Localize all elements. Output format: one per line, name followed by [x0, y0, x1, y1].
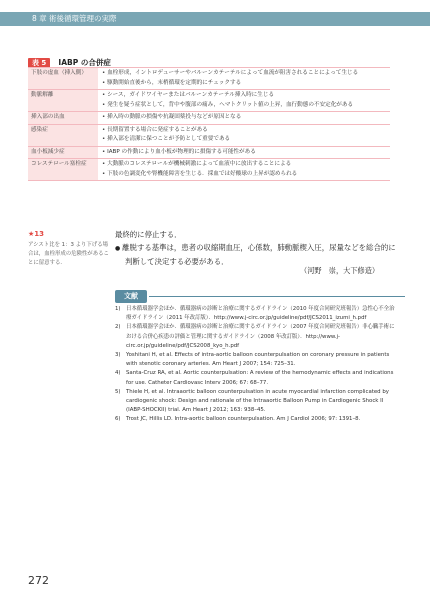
reference-number: 6) [115, 416, 121, 423]
category-cell: 動脈解離 [28, 90, 98, 112]
reference-item [115, 351, 397, 369]
table-row [28, 90, 390, 112]
table-number-badge: 表 5 [28, 58, 50, 68]
reference-number: 3) [115, 352, 121, 359]
bullet-item: • 発生を疑う症状として，背中や腹部の痛み，ヘマトクリット値の上昇，血行動態の不安定化がある [102, 101, 387, 111]
category-cell: 挿入部の出血 [28, 112, 98, 125]
description-cell [98, 124, 390, 146]
reference-number: 5) [115, 388, 121, 395]
table-row [28, 124, 390, 146]
description-cell [98, 159, 390, 181]
table-title [28, 52, 111, 67]
bullet-item: • シース，ガイドワイヤーまたはバルーンカテーテル挿入時に生じる [102, 91, 387, 101]
reference-item [115, 323, 397, 351]
category-cell: 感染症 [28, 124, 98, 146]
bullet-item: • 挿入時の動脈の損傷や抗凝固薬投与などが原因となる [102, 113, 387, 123]
reference-text: 日本循環器学会ほか．循環器病の診断と治療に関するガイドライン（2007 年度合同研究班報告）非心臓手術における合併心疾患の評価と管理に関するガイドライン（2008 年改訂版）．http://www.j-circ.or.jp/guideline/pdf/JCS2008_kyo_h.pdf [126, 324, 395, 349]
reference-text: Yoshitani H, et al. Effects of intra-aortic balloon counterpulsation on coronary pressure in patients with stenotic coronary arteries. Am Heart J 2007; 154: 725–31. [126, 352, 390, 368]
complications-table [28, 67, 390, 181]
bullet-item: • 駆動開始直後から，末梢循環を定期的にチェックする [102, 79, 387, 89]
description-cell [98, 90, 390, 112]
reference-number: 1) [115, 306, 121, 312]
reference-text: Thiele H, et al. Intraaortic balloon counterpulsation in acute myocardial infarction complicated by cardiogenic shock: Design and rationale of the Intraaortic Balloon Pump in Cardiogenic Shock II (IABP-SHOCKII) trial. Am Heart J 2012; 163: 938–45. [126, 388, 389, 414]
bullet-item: • 下肢の色調変化や腎機能障害を生じる．採血では好酸球の上昇が認められる [102, 170, 387, 180]
description-cell [98, 68, 390, 90]
reference-item [115, 305, 397, 323]
bullet-item: • 長期留置する場合に発症することがある [102, 126, 387, 136]
sidenote-text: アシスト比を 1：3 より下げる場合は，血栓形成の危険性があることに留意する． [28, 242, 109, 266]
reference-item [115, 415, 397, 424]
reference-text: 日本循環器学会ほか．循環器病の診断と治療に関するガイドライン（2010 年度合同研究班報告）急性心不全治療ガイドライン（2011 年改訂版）．http://www.j-circ.or.jp/guideline/pdf/JCS2011_izumi_h.pdf [126, 306, 395, 322]
references-heading [115, 290, 405, 303]
reference-text: Santa-Cruz RA, et al. Aortic counterpulsation: A review of the hemodynamic effects and indications for use. Catheter Cardiovasc Interv 2006; 67: 68–77. [126, 370, 394, 386]
reference-item [115, 388, 397, 416]
category-cell: 血小板減少症 [28, 146, 98, 159]
description-cell [98, 112, 390, 125]
description-cell [98, 146, 390, 159]
table-row [28, 146, 390, 159]
bullet-item: • 血栓形成，イントロデューサーやバルーンカテーテルによって血流が阻害されることによって生じる [102, 69, 387, 79]
reference-number: 4) [115, 370, 121, 377]
chapter-header-bar [0, 12, 430, 26]
table-row [28, 112, 390, 125]
page-number: 272 [28, 574, 49, 587]
chapter-title: 8 章 術後循環管理の実際 [32, 14, 117, 23]
sidenote-marker: ★13 [28, 230, 45, 238]
category-cell: コレステロール塞栓症 [28, 159, 98, 181]
reference-number: 2) [115, 324, 121, 331]
author-credit: （河野 崇，大下修造） [300, 266, 380, 275]
bullet-item: • 大動脈のコレステロールが機械刺激によって血液中に放出することによる [102, 160, 387, 170]
references-rule [149, 296, 405, 297]
table-row [28, 68, 390, 90]
table-row [28, 159, 390, 181]
bullet-item: • IABP の作動により血小板が物理的に損傷する可能性がある [102, 148, 387, 158]
bullet-item: • 挿入部を清潔に保つことが予防として重要である [102, 135, 387, 145]
body-text [115, 228, 397, 268]
body-bullet: ● 離脱する基準は，患者の収縮期血圧，心係数，肺動脈楔入圧，尿量などを総合的に判断して決定する必要がある． [115, 241, 397, 268]
table-caption: IABP の合併症 [58, 58, 111, 67]
body-line: 最終的に停止する． [115, 230, 182, 239]
reference-list [115, 305, 397, 425]
reference-item [115, 369, 397, 387]
category-cell: 下肢の虚血（挿入側） [28, 68, 98, 90]
reference-text: Trost JC, Hillis LD. Intra-aortic balloon counterpulsation. Am J Cardiol 2006; 97: 1391–8. [126, 416, 361, 423]
references-label: 文献 [115, 290, 147, 303]
